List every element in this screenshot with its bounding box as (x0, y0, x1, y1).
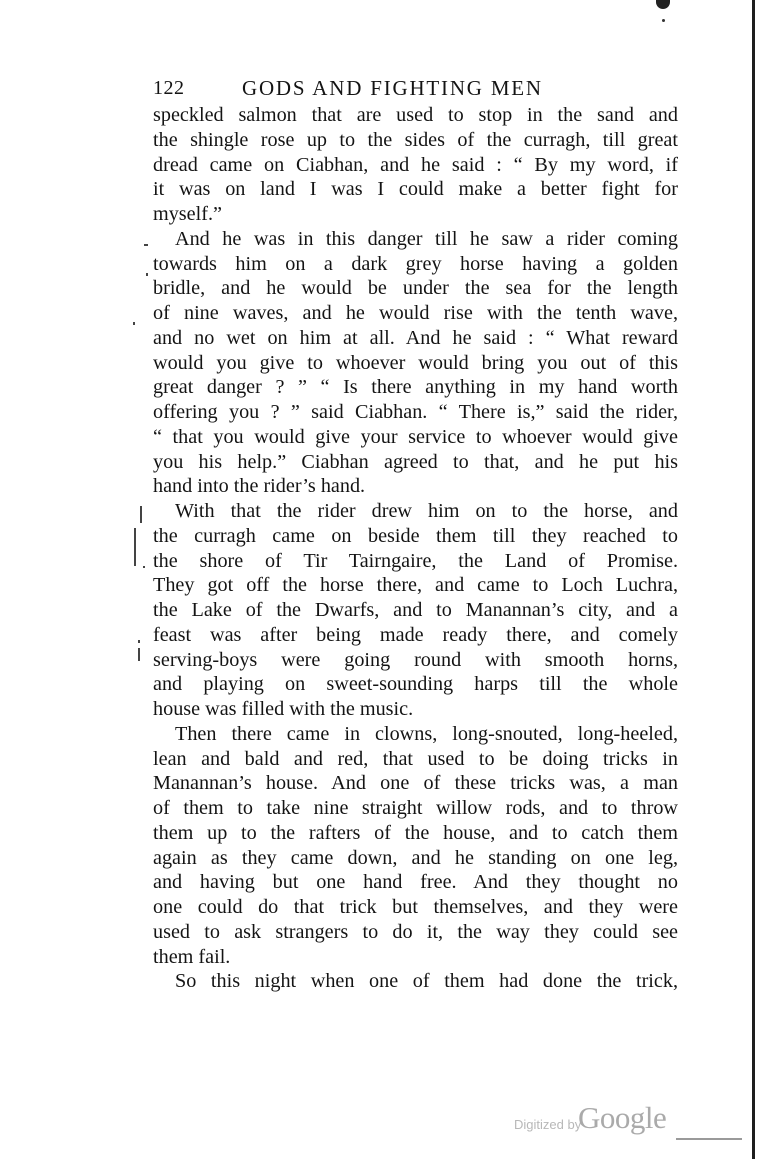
google-logo: Google (578, 1100, 667, 1135)
margin-mark (138, 640, 140, 643)
margin-mark (146, 273, 148, 276)
text-line: and having but one hand free. And they thought no (153, 871, 678, 894)
text-line: and no wet on him at all. And he said : “ What reward (153, 326, 678, 349)
book-title: GODS AND FIGHTING MEN (242, 76, 543, 100)
body-text (153, 103, 678, 994)
margin-mark (143, 566, 145, 568)
text-line: Manannan’s house. And one of these tricks was, a man (153, 772, 678, 795)
text-line: So this night when one of them had done the trick, (175, 970, 678, 993)
text-line: bridle, and he would be under the sea for the length (153, 277, 678, 300)
text-line: offering you ? ” said Ciabhan. “ There is,” said the rider, (153, 401, 678, 423)
text-line: hand into the rider’s hand. (153, 475, 366, 498)
scan-artifact (676, 1138, 742, 1140)
text-line: would you give to whoever would bring you out of this (153, 351, 678, 374)
watermark-prefix: Digitized by (514, 1117, 582, 1132)
text-line: “ that you would give your service to whoever would give (153, 425, 678, 448)
text-line: it was on land I was I could make a better fight for (153, 178, 678, 201)
text-line: myself.” (153, 203, 222, 225)
margin-mark (133, 322, 135, 325)
text-line: lean and bald and red, that used to be doing tricks in (153, 747, 678, 770)
page-edge-rule (752, 0, 755, 1159)
ink-dot-mark (662, 19, 665, 22)
text-line: them up to the rafters of the house, and to catch them (153, 821, 678, 844)
text-line: Then there came in clowns, long-snouted, long-heeled, (175, 722, 678, 745)
text-line: house was filled with the music. (153, 698, 414, 720)
running-head (153, 74, 678, 102)
text-line: of nine waves, and he would rise with the tenth wave, (153, 302, 678, 324)
text-line: you his help.” Ciabhan agreed to that, and he put his (153, 450, 678, 473)
text-line: feast was after being made ready there, and comely (153, 623, 678, 646)
text-line: again as they came down, and he standing on one leg, (153, 846, 678, 869)
text-line: them fail. (153, 945, 231, 968)
text-line: With that the rider drew him on to the horse, and (175, 500, 678, 522)
text-line: of them to take nine straight willow rods, and to throw (153, 797, 678, 819)
text-line: towards him on a dark grey horse having a golden (153, 252, 678, 275)
text-line: the shingle rose up to the sides of the curragh, till great (153, 128, 678, 151)
text-line: used to ask strangers to do it, the way they could see (153, 920, 678, 943)
text-line: And he was in this danger till he saw a rider coming (175, 227, 678, 250)
text-line: They got off the horse there, and came to Loch Luchra, (153, 574, 678, 597)
text-line: serving-boys were going round with smooth horns, (153, 648, 678, 671)
text-line: one could do that trick but themselves, and they were (153, 896, 678, 918)
page-number: 122 (153, 77, 185, 99)
margin-mark (134, 528, 136, 566)
text-line: the curragh came on beside them till they reached to (153, 524, 678, 547)
margin-mark (138, 648, 140, 661)
text-line: great danger ? ” “ Is there anything in my hand worth (153, 376, 678, 399)
text-line: speckled salmon that are used to stop in the sand and (153, 104, 678, 126)
text-line: dread came on Ciabhan, and he said : “ By my word, if (153, 153, 678, 176)
margin-mark (144, 244, 148, 246)
ink-blot-mark (656, 0, 670, 9)
text-line: the Lake of the Dwarfs, and to Manannan’s city, and a (153, 599, 678, 621)
text-line: the shore of Tir Tairngaire, the Land of Promise. (153, 549, 678, 572)
text-line: and playing on sweet-sounding harps till the whole (153, 673, 678, 696)
digitized-watermark (514, 1100, 684, 1140)
margin-mark (140, 506, 142, 523)
